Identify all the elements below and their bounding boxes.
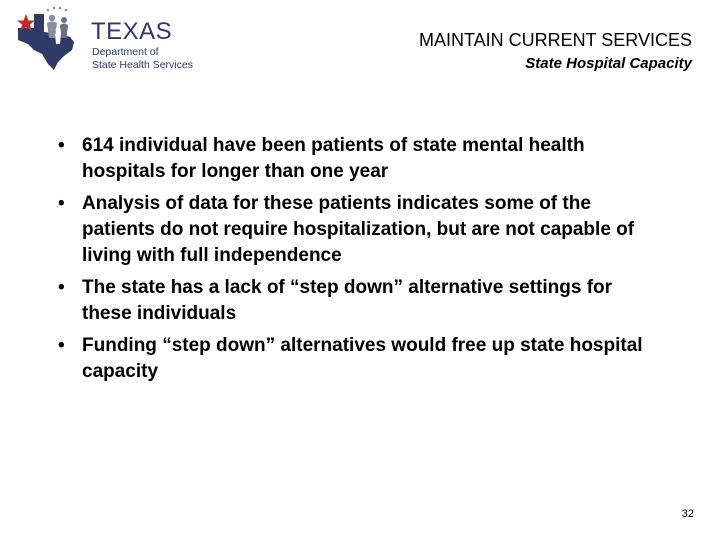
bullet-text: Analysis of data for these patients indicates some of the patients do not require hospitalization, but are not capable of living with full independence xyxy=(82,193,635,266)
logo-subtitle-line1: Department of xyxy=(92,46,159,58)
logo-title: TEXAS xyxy=(91,18,173,45)
bullet-text: The state has a lack of “step down” alternative settings for these individuals xyxy=(82,277,613,324)
bullet-icon: • xyxy=(58,135,65,156)
bullet-text: 614 individual have been patients of state mental health hospitals for longer than one year xyxy=(82,135,585,182)
bullet-list xyxy=(52,133,662,391)
texas-logo-icon xyxy=(8,4,88,74)
bullet-icon: • xyxy=(58,193,65,214)
bullet-item xyxy=(52,133,662,185)
dshs-logo xyxy=(8,4,198,74)
bullet-item xyxy=(52,275,662,327)
slide-title: MAINTAIN CURRENT SERVICES xyxy=(418,30,692,50)
bullet-text: Funding “step down” alternatives would free up state hospital capacity xyxy=(82,335,643,382)
bullet-icon: • xyxy=(58,277,65,298)
bullet-item xyxy=(52,333,662,385)
page-number: 32 xyxy=(681,508,694,520)
bullet-icon: • xyxy=(58,335,65,356)
bullet-item xyxy=(52,191,662,269)
logo-subtitle-line2: State Health Services xyxy=(92,59,193,71)
slide-subtitle: State Hospital Capacity xyxy=(525,55,692,72)
